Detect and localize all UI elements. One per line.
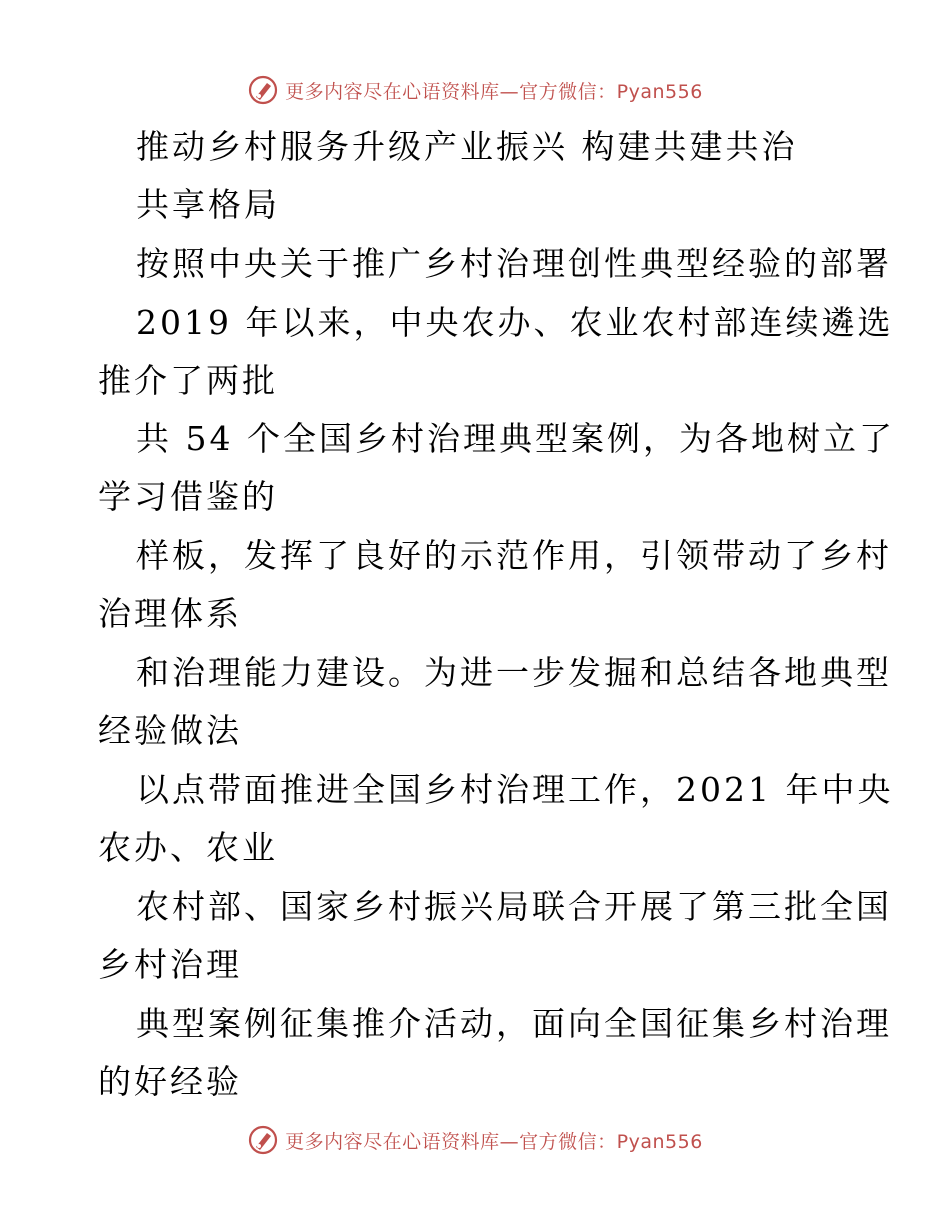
text-line: 的好经验 xyxy=(98,1062,242,1101)
text-line: 共 54 个全国乡村治理典型案例，为各地树立了 xyxy=(136,419,895,458)
footer-banner-text: 更多内容尽在心语资料库—官方微信：Pyan556 xyxy=(285,1130,703,1153)
text-line: 农办、农业 xyxy=(98,828,278,867)
text-line: 推动乡村服务升级产业振兴 构建共建共治 xyxy=(136,127,798,166)
text-line: 推介了两批 xyxy=(98,361,278,400)
text-line: 2019 年以来，中央农办、农业农村部连续遴选 xyxy=(136,303,894,342)
header-banner-text: 更多内容尽在心语资料库—官方微信：Pyan556 xyxy=(285,80,703,103)
text-line: 学习借鉴的 xyxy=(98,477,278,516)
text-line: 典型案例征集推介活动，面向全国征集乡村治理 xyxy=(136,1004,892,1043)
text-line: 以点带面推进全国乡村治理工作，2021 年中央 xyxy=(136,770,894,809)
pen-nib-logo-icon xyxy=(247,1124,279,1156)
text-line: 按照中央关于推广乡村治理创性典型经验的部署 xyxy=(136,244,892,283)
pen-nib-logo-icon xyxy=(247,74,279,106)
footer-banner xyxy=(0,1120,950,1160)
text-line: 和治理能力建设。为进一步发掘和总结各地典型 xyxy=(136,653,892,692)
text-line: 共享格局 xyxy=(136,185,280,224)
text-line: 乡村治理 xyxy=(98,945,242,984)
text-line: 样板，发挥了良好的示范作用，引领带动了乡村 xyxy=(136,536,892,575)
text-line: 治理体系 xyxy=(98,594,242,633)
text-line: 经验做法 xyxy=(98,711,242,750)
text-line: 农村部、国家乡村振兴局联合开展了第三批全国 xyxy=(136,887,892,926)
header-banner xyxy=(0,70,950,110)
